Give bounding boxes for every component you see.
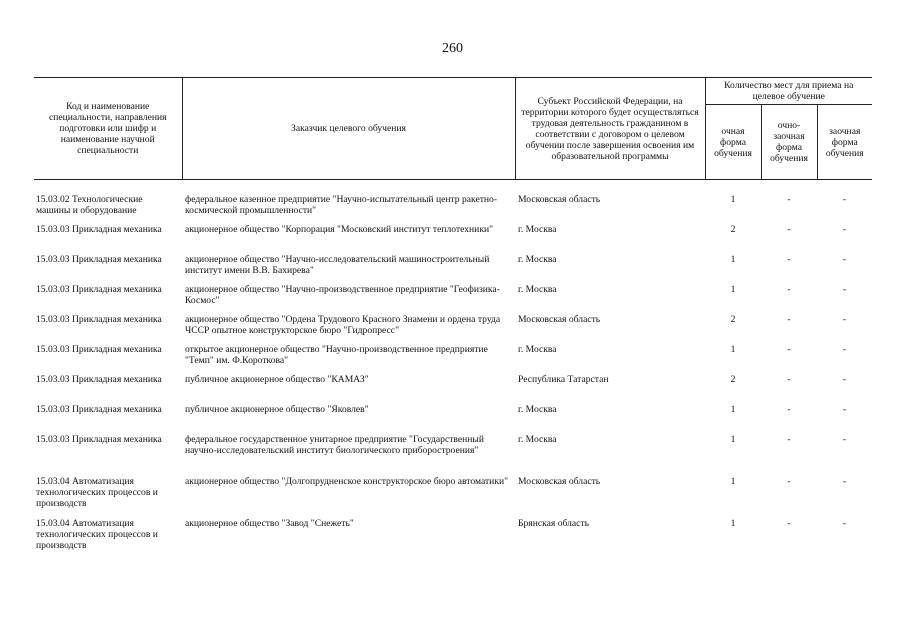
distance-cell: -	[842, 194, 847, 205]
region-cell: г. Москва	[518, 434, 557, 445]
parttime-cell: -	[787, 314, 791, 325]
specialty-cell: 15.03.03 Прикладная механика	[36, 314, 162, 325]
region-cell: Брянская область	[518, 518, 590, 529]
customer-cell: публичное акционерное общество "Яковлев"	[185, 404, 369, 415]
table-row	[34, 344, 872, 374]
fulltime-cell: 1	[730, 434, 736, 445]
parttime-cell: -	[787, 344, 791, 355]
distance-cell: -	[842, 344, 847, 355]
header-distance: заочная форма обучения	[817, 105, 872, 180]
specialty-cell: 15.03.02 Технологические машины и оборудование	[36, 194, 143, 216]
distance-cell: -	[842, 404, 847, 415]
table-row	[34, 374, 872, 404]
header-customer: Заказчик целевого обучения	[182, 78, 515, 180]
table-row	[34, 518, 872, 560]
customer-cell: акционерное общество "Ордена Трудового Красного Знамени и ордена труда ЧССР опытное конструкторское бюро "Гидропресс"	[185, 314, 501, 336]
region-cell: г. Москва	[518, 344, 557, 355]
parttime-cell: -	[787, 224, 791, 235]
table-row	[34, 180, 872, 225]
fulltime-cell: 1	[730, 476, 736, 487]
distance-cell: -	[842, 374, 847, 385]
region-cell: г. Москва	[518, 224, 557, 235]
fulltime-cell: 1	[730, 404, 736, 415]
header-parttime: очно-заочная форма обучения	[761, 105, 817, 180]
specialty-cell: 15.03.03 Прикладная механика	[36, 254, 162, 265]
fulltime-cell: 1	[730, 194, 736, 205]
specialty-cell: 15.03.03 Прикладная механика	[36, 344, 162, 355]
customer-cell: акционерное общество "Завод "Снежеть"	[185, 518, 354, 529]
region-cell: г. Москва	[518, 284, 557, 295]
target-admission-table	[34, 77, 872, 560]
fulltime-cell: 1	[730, 518, 736, 529]
region-cell: Московская область	[518, 314, 601, 325]
parttime-cell: -	[787, 254, 791, 265]
parttime-cell: -	[787, 518, 791, 529]
header-specialty: Код и наименование специальности, направления подготовки или шифр и наименование научной специальности	[34, 78, 182, 180]
parttime-cell: -	[787, 284, 791, 295]
table-body	[34, 180, 872, 561]
fulltime-cell: 1	[730, 284, 736, 295]
specialty-cell: 15.03.03 Прикладная механика	[36, 404, 162, 415]
distance-cell: -	[842, 434, 847, 445]
fulltime-cell: 1	[730, 254, 736, 265]
customer-cell: акционерное общество "Научно-производственное предприятие "Геофизика-Космос"	[185, 284, 500, 306]
customer-cell: открытое акционерное общество "Научно-производственное предприятие "Темп" им. Ф.Короткова"	[185, 344, 488, 366]
table-header	[34, 78, 872, 180]
table-row	[34, 404, 872, 434]
region-cell: Республика Татарстан	[518, 374, 609, 385]
distance-cell: -	[842, 224, 847, 235]
table-row	[34, 476, 872, 518]
specialty-cell: 15.03.03 Прикладная механика	[36, 224, 162, 235]
region-cell: г. Москва	[518, 404, 557, 415]
table-row	[34, 434, 872, 476]
table-row	[34, 224, 872, 254]
customer-cell: федеральное государственное унитарное предприятие "Государственный научно-исследовательский институт биологического приборостроения"	[185, 434, 484, 456]
customer-cell: акционерное общество "Научно-исследовательский машиностроительный институт имени В.В. Бахирева"	[185, 254, 490, 276]
parttime-cell: -	[787, 194, 791, 205]
parttime-cell: -	[787, 476, 791, 487]
distance-cell: -	[842, 254, 847, 265]
region-cell: Московская область	[518, 194, 601, 205]
specialty-cell: 15.03.04 Автоматизация технологических процессов и производств	[36, 476, 158, 509]
distance-cell: -	[842, 476, 847, 487]
specialty-cell: 15.03.03 Прикладная механика	[36, 284, 162, 295]
specialty-cell: 15.03.03 Прикладная механика	[36, 434, 162, 445]
region-cell: Московская область	[518, 476, 601, 487]
table-row	[34, 254, 872, 284]
parttime-cell: -	[787, 374, 791, 385]
table-row	[34, 284, 872, 314]
specialty-cell: 15.03.04 Автоматизация технологических процессов и производств	[36, 518, 158, 551]
distance-cell: -	[842, 314, 847, 325]
header-region: Субъект Российской Федерации, на территории которого будет осуществляться трудовая деятельность гражданином в соответствии с договором о целевом обучении после завершения освоения им образовательной программы	[515, 78, 705, 180]
fulltime-cell: 1	[730, 344, 736, 355]
customer-cell: публичное акционерное общество "КАМАЗ"	[185, 374, 369, 385]
specialty-cell: 15.03.03 Прикладная механика	[36, 374, 162, 385]
distance-cell: -	[842, 284, 847, 295]
region-cell: г. Москва	[518, 254, 557, 265]
fulltime-cell: 2	[730, 224, 736, 235]
fulltime-cell: 2	[730, 374, 736, 385]
fulltime-cell: 2	[730, 314, 736, 325]
header-fulltime: очная форма обучения	[705, 105, 761, 180]
customer-cell: федеральное казенное предприятие "Научно-испытательный центр ракетно-космической промышленности"	[185, 194, 498, 216]
parttime-cell: -	[787, 434, 791, 445]
parttime-cell: -	[787, 404, 791, 415]
customer-cell: акционерное общество "Долгопрудненское конструкторское бюро автоматики"	[185, 476, 509, 487]
page-number: 260	[442, 41, 463, 56]
distance-cell: -	[842, 518, 847, 529]
customer-cell: акционерное общество "Корпорация "Московский институт теплотехники"	[185, 224, 494, 235]
table-row	[34, 314, 872, 344]
header-places-count: Количество мест для приема на целевое обучение	[705, 78, 872, 105]
